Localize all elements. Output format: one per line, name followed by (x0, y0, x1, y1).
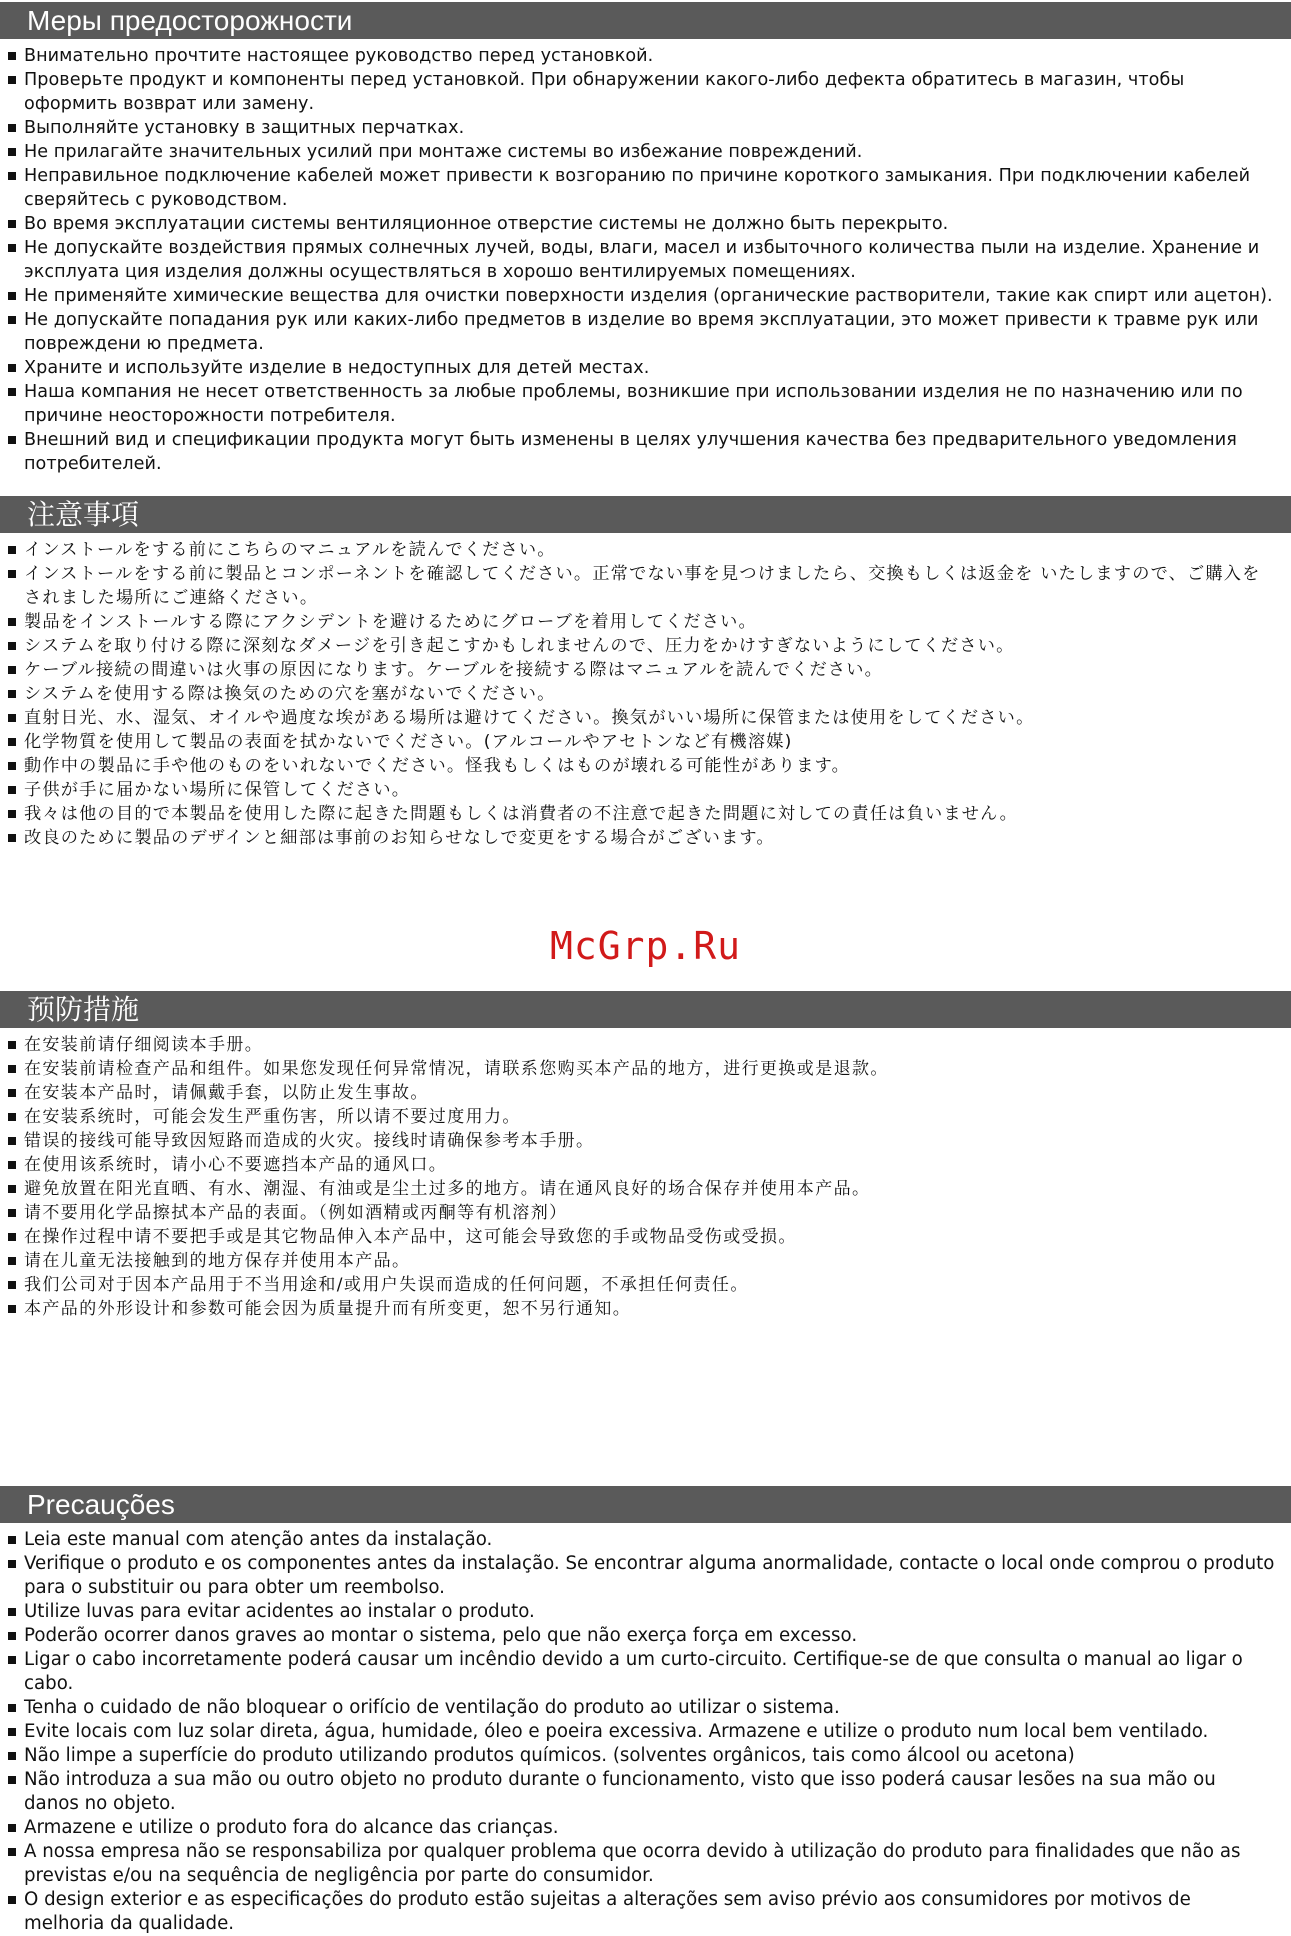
list-item (0, 562, 1291, 610)
section-russian (0, 2, 1291, 476)
bullet-square-icon (8, 124, 16, 132)
bullet-square-icon (8, 1560, 16, 1568)
list-item (0, 1105, 1291, 1129)
precaution-list (0, 1523, 1291, 1936)
bullet-square-icon (8, 1632, 16, 1640)
section-title: 注意事項 (0, 496, 1291, 533)
list-item (0, 634, 1291, 658)
list-item (0, 68, 1291, 116)
list-item (0, 610, 1291, 634)
list-item (0, 706, 1291, 730)
bullet-square-icon (8, 690, 16, 698)
list-item (0, 1057, 1291, 1081)
list-item-text: 化学物質を使用して製品の表面を拭かないでください。(アルコールやアセトンなど有機溶媒) (24, 732, 793, 752)
list-item (0, 1153, 1291, 1177)
list-item-text: Наша компания не несет ответственность за любые проблемы, возникшие при использовании изделия не по назначению или по причине неосторожности потребителя. (24, 382, 1243, 426)
list-item-text: インストールをする前に製品とコンポーネントを確認してください。正常でない事を見つけましたら、交換もしくは返金を いたしますので、ご購入をされました場所にご連絡ください。 (24, 564, 1261, 608)
bullet-square-icon (8, 1608, 16, 1616)
list-item (0, 802, 1291, 826)
list-item (0, 1720, 1291, 1744)
list-item (0, 1528, 1291, 1552)
list-item-text: Tenha o cuidado de não bloquear o orifício de ventilação do produto ao utilizar o sistema. (24, 1697, 840, 1718)
list-item (0, 1129, 1291, 1153)
list-item (0, 1816, 1291, 1840)
list-item-text: Verifique o produto e os componentes antes da instalação. Se encontrar alguma anormalidade, contacte o local onde comprou o produto para o substituir ou para obter um reembolso. (24, 1553, 1275, 1598)
list-item (0, 428, 1291, 476)
list-item (0, 658, 1291, 682)
list-item-text: Внешний вид и спецификации продукта могут быть изменены в целях улучшения качества без предварительного уведомления потребителей. (24, 430, 1237, 474)
bullet-square-icon (8, 76, 16, 84)
bullet-square-icon (8, 1656, 16, 1664)
list-item-text: 请在儿童无法接触到的地方保存并使用本产品。 (24, 1251, 411, 1271)
bullet-square-icon (8, 1113, 16, 1121)
list-item (0, 380, 1291, 428)
list-item-text: 改良のために製品のデザインと細部は事前のお知らせなしで変更をする場合がございます。 (24, 828, 775, 848)
bullet-square-icon (8, 618, 16, 626)
bullet-square-icon (8, 1728, 16, 1736)
list-item-text: O design exterior e as especificações do produto estão sujeitas a alterações sem aviso prévio aos consumidores por motivos de melhoria da qualidade. (24, 1889, 1191, 1934)
bullet-square-icon (8, 1281, 16, 1289)
section-japanese (0, 496, 1291, 850)
list-item (0, 1033, 1291, 1057)
bullet-square-icon (8, 1536, 16, 1544)
list-item (0, 1273, 1291, 1297)
list-item-text: Храните и используйте изделие в недоступных для детей местах. (24, 358, 650, 378)
list-item-text: Во время эксплуатации системы вентиляционное отверстие системы не должно быть перекрыто. (24, 214, 949, 234)
list-item-text: ケーブル接続の間違いは火事の原因になります。ケーブルを接続する際はマニュアルを読んでください。 (24, 660, 884, 680)
list-item (0, 1840, 1291, 1888)
list-item-text: 我们公司对于因本产品用于不当用途和/或用户失误而造成的任何问题，不承担任何责任。 (24, 1275, 749, 1295)
list-item (0, 236, 1291, 284)
bullet-square-icon (8, 810, 16, 818)
list-item (0, 826, 1291, 850)
list-item-text: Не допускайте воздействия прямых солнечных лучей, воды, влаги, масел и избыточного количества пыли на изделие. Хранение и эксплуата ция изделия должны осуществляться в хорошо вентилируемых помещениях. (24, 238, 1260, 282)
list-item-text: Не применяйте химические вещества для очистки поверхности изделия (органические растворители, такие как спирт или ацетон). (24, 286, 1273, 306)
list-item-text: 请不要用化学品擦拭本产品的表面。（例如酒精或丙酮等有机溶剂） (24, 1203, 568, 1223)
bullet-square-icon (8, 292, 16, 300)
bullet-square-icon (8, 546, 16, 554)
list-item-text: 在安装前请仔细阅读本手册。 (24, 1035, 264, 1055)
list-item (0, 116, 1291, 140)
bullet-square-icon (8, 1896, 16, 1904)
bullet-square-icon (8, 1824, 16, 1832)
list-item (0, 1201, 1291, 1225)
list-item-text: システムを取り付ける際に深刻なダメージを引き起こすかもしれませんので、圧力をかけすぎないようにしてください。 (24, 636, 1015, 656)
list-item-text: 子供が手に届かない場所に保管してください。 (24, 780, 411, 800)
section-chinese (0, 991, 1291, 1321)
bullet-square-icon (8, 1185, 16, 1193)
bullet-square-icon (8, 1089, 16, 1097)
list-item-text: システムを使用する際は換気のための穴を塞がないでください。 (24, 684, 556, 704)
list-item (0, 1177, 1291, 1201)
bullet-square-icon (8, 786, 16, 794)
list-item-text: インストールをする前にこちらのマニュアルを読んでください。 (24, 540, 556, 560)
bullet-square-icon (8, 52, 16, 60)
list-item (0, 308, 1291, 356)
list-item (0, 1600, 1291, 1624)
list-item-text: Не допускайте попадания рук или каких-либо предметов в изделие во время эксплуатации, это может привести к травме рук или повреждени ю предмета. (24, 310, 1259, 354)
list-item-text: Utilize luvas para evitar acidentes ao instalar o produto. (24, 1601, 535, 1622)
list-item (0, 1696, 1291, 1720)
bullet-square-icon (8, 1704, 16, 1712)
bullet-square-icon (8, 570, 16, 578)
bullet-square-icon (8, 244, 16, 252)
list-item-text: Leia este manual com atenção antes da instalação. (24, 1529, 493, 1550)
section-portuguese (0, 1486, 1291, 1936)
list-item (0, 1249, 1291, 1273)
precaution-list (0, 1028, 1291, 1321)
section-title: Precauções (0, 1486, 1291, 1523)
bullet-square-icon (8, 1257, 16, 1265)
list-item-text: 避免放置在阳光直晒、有水、潮湿、有油或是尘土过多的地方。请在通风良好的场合保存并使用本产品。 (24, 1179, 871, 1199)
list-item-text: 在安装本产品时，请佩戴手套，以防止发生事故。 (24, 1083, 429, 1103)
list-item-text: Выполняйте установку в защитных перчатках. (24, 118, 465, 138)
list-item (0, 356, 1291, 380)
list-item-text: 错误的接线可能导致因短路而造成的火灾。接线时请确保参考本手册。 (24, 1131, 595, 1151)
list-item (0, 284, 1291, 308)
bullet-square-icon (8, 1041, 16, 1049)
list-item (0, 44, 1291, 68)
precaution-list (0, 533, 1291, 850)
bullet-square-icon (8, 1776, 16, 1784)
list-item (0, 538, 1291, 562)
bullet-square-icon (8, 738, 16, 746)
list-item-text: Ligar o cabo incorretamente poderá causar um incêndio devido a um curto-circuito. Certifique-se de que consulta o manual ao ligar o cabo. (24, 1649, 1243, 1694)
list-item (0, 1624, 1291, 1648)
watermark: McGrp.Ru (549, 924, 742, 968)
list-item (0, 140, 1291, 164)
bullet-square-icon (8, 1752, 16, 1760)
list-item-text: Não limpe a superfície do produto utilizando produtos químicos. (solventes orgânicos, tais como álcool ou acetona) (24, 1745, 1075, 1766)
list-item-text: 我々は他の目的で本製品を使用した際に起きた問題もしくは消費者の不注意で起きた問題に対しての責任は負いません。 (24, 804, 1018, 824)
list-item-text: Não introduza a sua mão ou outro objeto no produto durante o funcionamento, visto que isso poderá causar lesões na sua mão ou danos no objeto. (24, 1769, 1216, 1814)
list-item (0, 1297, 1291, 1321)
list-item (0, 778, 1291, 802)
list-item-text: 在安装系统时，可能会发生严重伤害，所以请不要过度用力。 (24, 1107, 521, 1127)
bullet-square-icon (8, 1848, 16, 1856)
bullet-square-icon (8, 172, 16, 180)
bullet-square-icon (8, 220, 16, 228)
list-item-text: Внимательно прочтите настоящее руководство перед установкой. (24, 46, 654, 66)
list-item-text: Poderão ocorrer danos graves ao montar o sistema, pelo que não exerça força em excesso. (24, 1625, 858, 1646)
list-item-text: 在操作过程中请不要把手或是其它物品伸入本产品中，这可能会导致您的手或物品受伤或受损。 (24, 1227, 797, 1247)
bullet-square-icon (8, 1233, 16, 1241)
list-item-text: 在使用该系统时，请小心不要遮挡本产品的通风口。 (24, 1155, 448, 1175)
list-item-text: Armazene e utilize o produto fora do alcance das crianças. (24, 1817, 559, 1838)
bullet-square-icon (8, 1161, 16, 1169)
list-item (0, 1768, 1291, 1816)
list-item-text: 直射日光、水、湿気、オイルや過度な埃がある場所は避けてください。換気がいい場所に保管または使用をしてください。 (24, 708, 1035, 728)
bullet-square-icon (8, 1209, 16, 1217)
list-item-text: 本产品的外形设计和参数可能会因为质量提升而有所变更，恕不另行通知。 (24, 1299, 632, 1319)
list-item (0, 1648, 1291, 1696)
list-item-text: Неправильное подключение кабелей может привести к возгоранию по причине короткого замыкания. При подключении кабелей сверяйтесь с руководством. (24, 166, 1251, 210)
list-item (0, 1552, 1291, 1600)
bullet-square-icon (8, 642, 16, 650)
bullet-square-icon (8, 148, 16, 156)
precaution-list (0, 39, 1291, 476)
list-item-text: 動作中の製品に手や他のものをいれないでください。怪我もしくはものが壊れる可能性があります。 (24, 756, 851, 776)
list-item-text: Evite locais com luz solar direta, água, humidade, óleo e poeira excessiva. Armazene e utilize o produto num local bem ventilado. (24, 1721, 1209, 1742)
bullet-square-icon (8, 388, 16, 396)
list-item (0, 1888, 1291, 1936)
bullet-square-icon (8, 316, 16, 324)
list-item (0, 1744, 1291, 1768)
list-item (0, 164, 1291, 212)
bullet-square-icon (8, 436, 16, 444)
list-item-text: Не прилагайте значительных усилий при монтаже системы во избежание повреждений. (24, 142, 863, 162)
bullet-square-icon (8, 834, 16, 842)
bullet-square-icon (8, 364, 16, 372)
bullet-square-icon (8, 666, 16, 674)
bullet-square-icon (8, 1137, 16, 1145)
bullet-square-icon (8, 1305, 16, 1313)
list-item (0, 212, 1291, 236)
list-item (0, 730, 1291, 754)
list-item-text: 製品をインストールする際にアクシデントを避けるためにグローブを着用してください。 (24, 612, 757, 632)
list-item (0, 682, 1291, 706)
bullet-square-icon (8, 1065, 16, 1073)
list-item (0, 754, 1291, 778)
list-item-text: A nossa empresa não se responsabiliza por qualquer problema que ocorra devido à utilização do produto para finalidades que não as previstas e/ou na sequência de negligência por parte do consumidor. (24, 1841, 1241, 1886)
bullet-square-icon (8, 762, 16, 770)
list-item (0, 1081, 1291, 1105)
section-title: 预防措施 (0, 991, 1291, 1028)
bullet-square-icon (8, 714, 16, 722)
list-item-text: Проверьте продукт и компоненты перед установкой. При обнаружении какого-либо дефекта обратитесь в магазин, чтобы оформить возврат или замену. (24, 70, 1185, 114)
list-item-text: 在安装前请检查产品和组件。如果您发现任何异常情况，请联系您购买本产品的地方，进行更换或是退款。 (24, 1059, 889, 1079)
list-item (0, 1225, 1291, 1249)
section-title: Меры предосторожности (0, 2, 1291, 39)
